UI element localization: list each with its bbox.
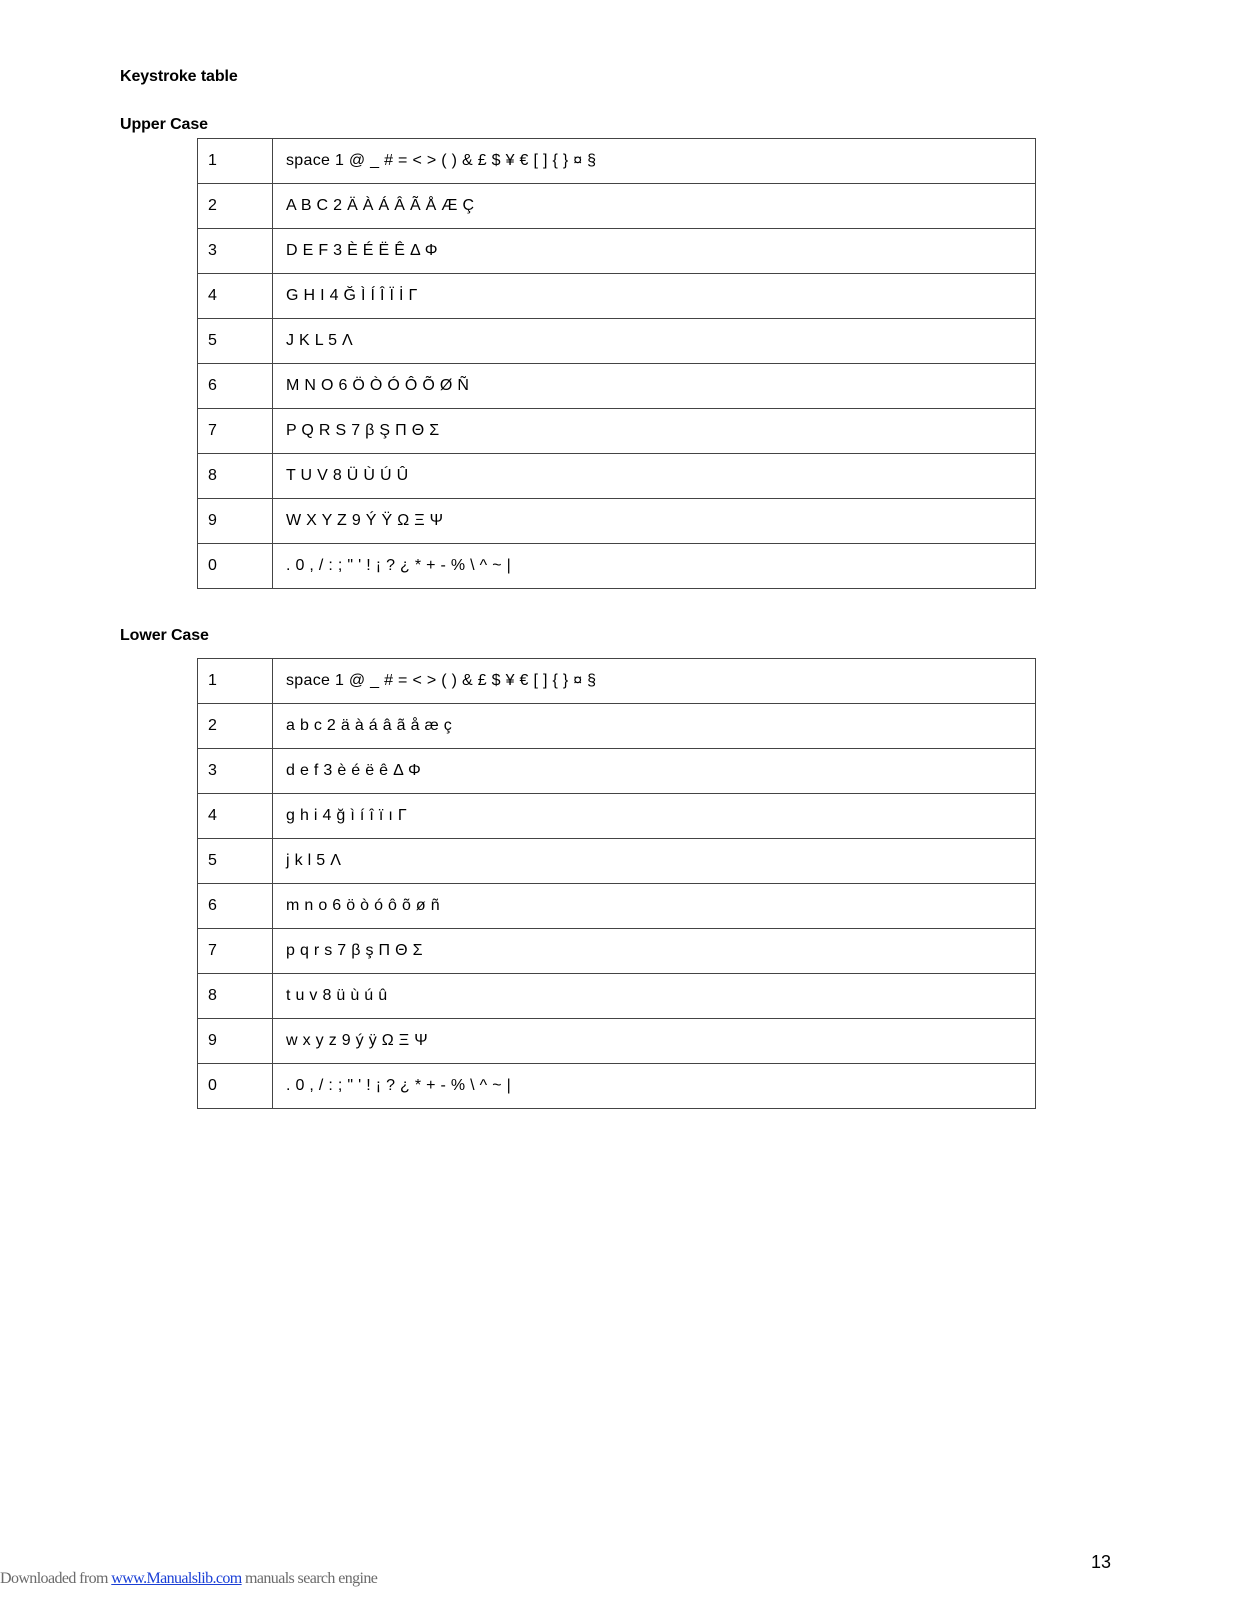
section-heading-lower-case: Lower Case [120, 627, 209, 644]
characters-cell: a b c 2 ä à á â ã å æ ç [273, 704, 1036, 749]
download-footer [0, 1570, 377, 1588]
table-row [198, 454, 1036, 499]
key-cell: 9 [198, 499, 273, 544]
characters-cell: P Q R S 7 β Ş Π Θ Σ [273, 409, 1036, 454]
key-cell: 6 [198, 884, 273, 929]
table-row [198, 139, 1036, 184]
characters-cell: . 0 , / : ; " ' ! ¡ ? ¿ * + - % \ ^ ~ | [273, 544, 1036, 589]
table-row [198, 1019, 1036, 1064]
key-cell: 1 [198, 139, 273, 184]
key-cell: 4 [198, 794, 273, 839]
key-cell: 3 [198, 229, 273, 274]
key-cell: 1 [198, 659, 273, 704]
characters-cell: space 1 @ _ # = < > ( ) & £ $ ¥ € [ ] { } ¤ § [273, 139, 1036, 184]
key-cell: 3 [198, 749, 273, 794]
characters-cell: j k l 5 Λ [273, 839, 1036, 884]
page-title: Keystroke table [120, 68, 238, 85]
table-row [198, 184, 1036, 229]
key-cell: 5 [198, 319, 273, 364]
table-row [198, 929, 1036, 974]
table-row [198, 659, 1036, 704]
table-row [198, 229, 1036, 274]
table-row [198, 1064, 1036, 1109]
key-cell: 0 [198, 1064, 273, 1109]
key-cell: 7 [198, 929, 273, 974]
key-cell: 2 [198, 704, 273, 749]
footer-prefix: Downloaded from [0, 1570, 112, 1587]
characters-cell: T U V 8 Ü Ù Ú Û [273, 454, 1036, 499]
table-row [198, 704, 1036, 749]
characters-cell: G H I 4 Ğ Ì Í Î Ï İ Γ [273, 274, 1036, 319]
characters-cell: d e f 3 è é ë ê Δ Φ [273, 749, 1036, 794]
upper-case-keystroke-table [197, 138, 1036, 589]
characters-cell: w x y z 9 ý ÿ Ω Ξ Ψ [273, 1019, 1036, 1064]
page-number: 13 [1091, 1552, 1112, 1572]
characters-cell: D E F 3 È É Ë Ê Δ Φ [273, 229, 1036, 274]
key-cell: 8 [198, 974, 273, 1019]
table-row [198, 499, 1036, 544]
key-cell: 7 [198, 409, 273, 454]
key-cell: 0 [198, 544, 273, 589]
characters-cell: t u v 8 ü ù ú û [273, 974, 1036, 1019]
characters-cell: J K L 5 Λ [273, 319, 1036, 364]
manualslib-link[interactable]: www.Manualslib.com [111, 1570, 242, 1587]
table-row [198, 884, 1036, 929]
table-row [198, 974, 1036, 1019]
lower-case-keystroke-table [197, 658, 1036, 1109]
table-row [198, 839, 1036, 884]
key-cell: 5 [198, 839, 273, 884]
characters-cell: p q r s 7 β ş Π Θ Σ [273, 929, 1036, 974]
section-heading-upper-case: Upper Case [120, 116, 208, 133]
characters-cell: . 0 , / : ; " ' ! ¡ ? ¿ * + - % \ ^ ~ | [273, 1064, 1036, 1109]
table-row [198, 409, 1036, 454]
table-row [198, 274, 1036, 319]
table-row [198, 319, 1036, 364]
footer-suffix: manuals search engine [241, 1570, 378, 1587]
characters-cell: m n o 6 ö ò ó ô õ ø ñ [273, 884, 1036, 929]
key-cell: 4 [198, 274, 273, 319]
key-cell: 8 [198, 454, 273, 499]
table-row [198, 544, 1036, 589]
characters-cell: space 1 @ _ # = < > ( ) & £ $ ¥ € [ ] { } ¤ § [273, 659, 1036, 704]
key-cell: 9 [198, 1019, 273, 1064]
key-cell: 2 [198, 184, 273, 229]
table-row [198, 794, 1036, 839]
characters-cell: M N O 6 Ö Ò Ó Ô Õ Ø Ñ [273, 364, 1036, 409]
table-row [198, 749, 1036, 794]
key-cell: 6 [198, 364, 273, 409]
table-row [198, 364, 1036, 409]
characters-cell: A B C 2 Ä À Á Â Ã Å Æ Ç [273, 184, 1036, 229]
characters-cell: W X Y Z 9 Ý Ÿ Ω Ξ Ψ [273, 499, 1036, 544]
characters-cell: g h i 4 ğ ì í î ï ı Γ [273, 794, 1036, 839]
